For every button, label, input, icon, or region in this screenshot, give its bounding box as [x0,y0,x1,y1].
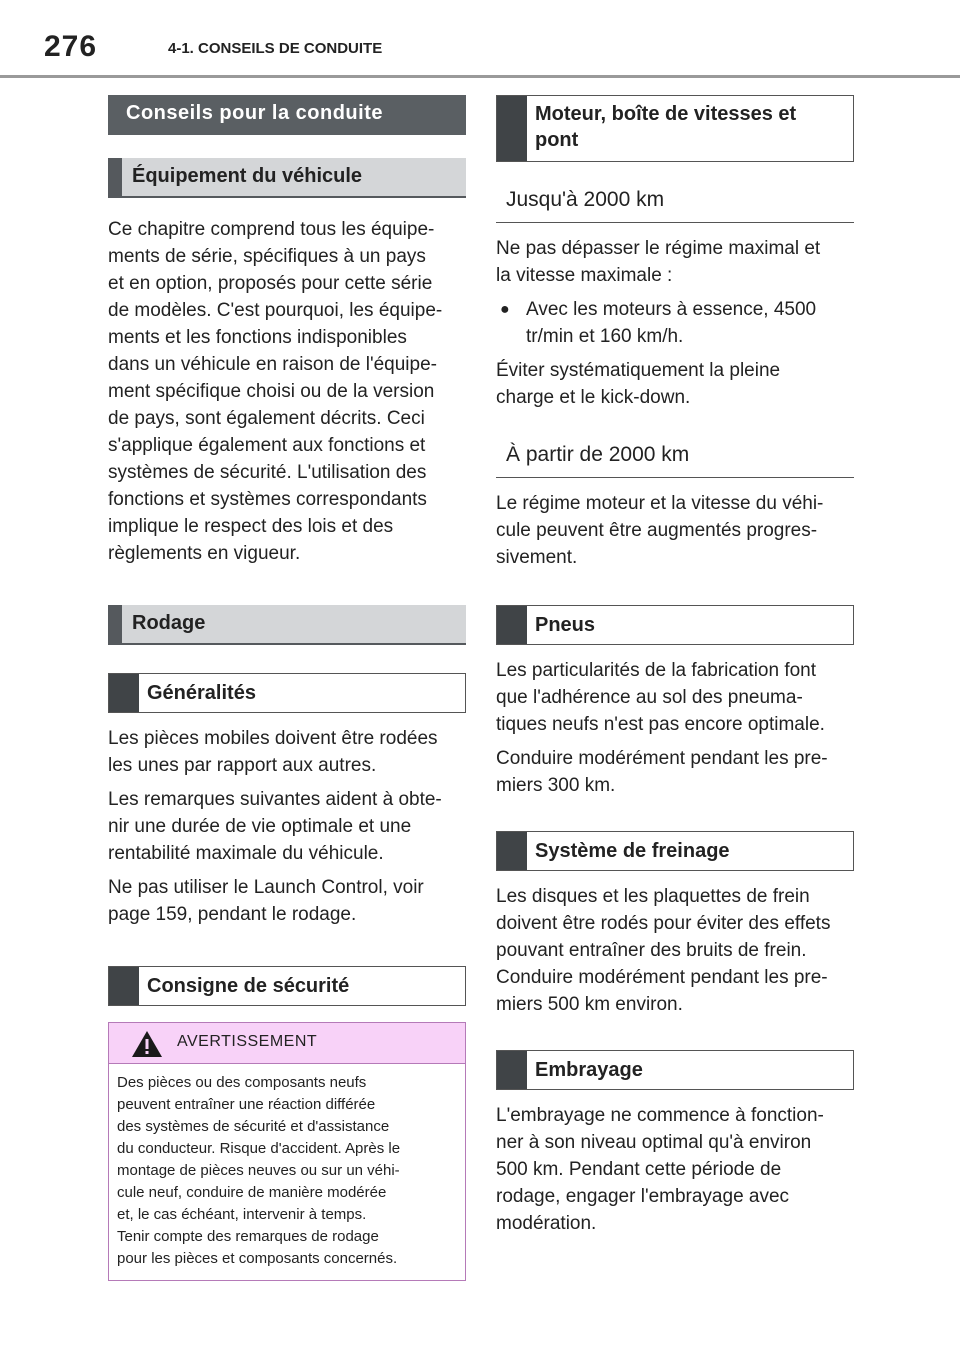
bullet-icon: ● [500,301,510,318]
clutch-heading: Embrayage [496,1050,854,1090]
warning-triangle-icon [131,1030,163,1058]
up-to-2000-heading: Jusqu'à 2000 km [496,188,854,223]
brakes-paragraph: Les disques et les plaquettes de frein doivent être rodés pour éviter des effets pouvant entraîner des bruits de frein. Conduire modérément pendant les pre- miers 500 km environ. [496,886,831,1015]
up-to-2000-paragraph-2: Éviter systématiquement la pleine charge et le kick-down. [496,360,781,408]
tires-paragraph-1: Les particularités de la fabrication font que l'adhérence au sol des pneuma- tiques neufs n'est pas encore optimale. [496,660,825,735]
brakes-heading: Système de freinage [496,831,854,871]
clutch-paragraph: L'embrayage ne commence à fonction- ner à son niveau optimal qu'à environ 500 km. Pendant cette période de rodage, engager l'embrayage avec modération. [496,1105,824,1234]
header-divider [0,75,960,78]
generalites-paragraph-3: Ne pas utiliser le Launch Control, voir page 159, pendant le rodage. [108,877,424,925]
equipment-paragraph: Ce chapitre comprend tous les équipe- ments de série, spécifiques à un pays et en option, proposés pour cette série de modèles. C'est pourquoi, les équipe- ments et les fonctions indisponibles dans un véhicule en raison de l'équipe- ment spécifique choisi ou de la version de pays, sont également décrits. Ceci s'applique également aux fonctions et systèmes de sécurité. L'utilisation des fonctions et systèmes correspondants implique le respect des lois et des règlements en vigueur. [108,219,443,564]
tires-heading: Pneus [496,605,854,645]
from-2000-paragraph: Le régime moteur et la vitesse du véhi- cule peuvent être augmentés progres- sivement. [496,493,824,568]
left-column [108,95,466,1281]
safety-heading: Consigne de sécurité [108,966,466,1006]
bullet-item: ● Avec les moteurs à essence, 4500 tr/min et 160 km/h. [496,296,854,350]
rodage-heading: Rodage [108,605,466,645]
equipment-heading: Équipement du véhicule [108,158,466,198]
page-header [0,0,960,80]
section-title: 4-1. CONSEILS DE CONDUITE [168,40,383,57]
generalites-heading: Généralités [108,673,466,713]
from-2000-heading: À partir de 2000 km [496,443,854,478]
up-to-2000-paragraph-1: Ne pas dépasser le régime maximal et la vitesse maximale : [496,238,821,286]
generalites-paragraph-1: Les pièces mobiles doivent être rodées les unes par rapport aux autres. [108,728,438,776]
generalites-paragraph-2: Les remarques suivantes aident à obte- nir une durée de vie optimale et une rentabilité maximale du véhicule. [108,789,442,864]
tires-paragraph-2: Conduire modérément pendant les pre- miers 300 km. [496,748,828,796]
warning-box [108,1022,466,1281]
main-heading: Conseils pour la conduite [108,95,466,135]
right-column [496,95,854,1244]
warning-text: Des pièces ou des composants neufs peuvent entraîner une réaction différée des systèmes de sécurité et d'assistance du conducteur. Risque d'accident. Après le montage de pièces neuves ou sur un véhi- cule neuf, conduire de manière modérée et, le cas échéant, intervenir à temps. Tenir compte des remarques de rodage pour les pièces et composants concernés. [117,1074,401,1267]
page-number: 276 [44,30,98,63]
engine-heading: Moteur, boîte de vitesses et pont [496,95,854,162]
warning-label: AVERTISSEMENT [177,1033,318,1050]
warning-header [109,1023,465,1064]
